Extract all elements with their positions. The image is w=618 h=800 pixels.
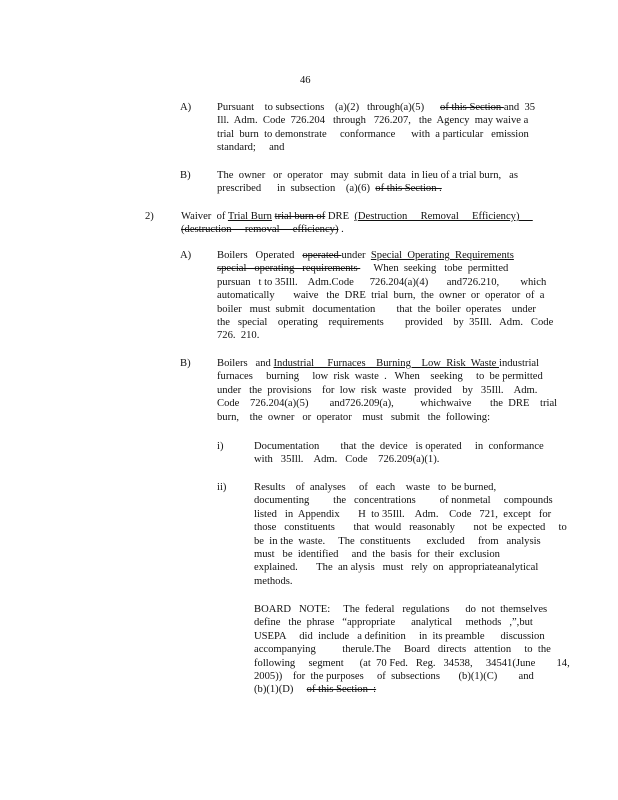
text-run: furnaces burning low risk waste . When seeking to be permitted xyxy=(217,371,543,383)
text-line xyxy=(181,223,541,236)
text-line xyxy=(217,316,554,329)
text-line xyxy=(254,630,545,643)
struck-text: of this Section xyxy=(440,102,504,113)
text-line xyxy=(254,616,540,629)
text-run: pursuan t to 35Ill. Adm.Code 726.204(a)(4) and726.210, which xyxy=(217,276,547,288)
item-ii-label: ii) xyxy=(217,482,227,493)
text-run: 2005)) for the purposes of subsections (b)(1)(C) and xyxy=(254,670,534,682)
struck-text: operated xyxy=(302,250,342,261)
text-line xyxy=(254,657,570,670)
text-line xyxy=(254,575,540,588)
text-line xyxy=(254,508,552,521)
text-line xyxy=(254,603,548,616)
item-2b-paragraph xyxy=(217,357,558,424)
item-2a-label: A) xyxy=(180,250,192,261)
text-line xyxy=(217,262,540,275)
text-line xyxy=(217,411,540,424)
text-run: listed in Appendix H to 35Ill. Adm. Code 721, except for xyxy=(254,508,552,520)
text-line xyxy=(217,329,540,342)
text-run: 726. 210. xyxy=(217,330,260,342)
struck-text: special operating requirements xyxy=(217,263,361,275)
text-run: When seeking tobe permitted xyxy=(360,263,509,275)
text-line xyxy=(217,101,540,114)
text-line xyxy=(181,210,541,223)
text-run: must be identified and the basis for their exclusion xyxy=(254,548,500,560)
text-run: boiler must submit documentation that the boiler operates under xyxy=(217,303,536,315)
struck-text: of this Section : xyxy=(306,684,377,696)
text-line xyxy=(254,670,540,683)
text-run: The owner or operator may submit data in lieu of a trial burn, as xyxy=(217,170,518,181)
text-run: Documentation that the device is operated in conformance xyxy=(254,441,544,452)
item-b-label: B) xyxy=(180,170,191,181)
text-run: methods. xyxy=(254,575,293,587)
text-line xyxy=(217,141,540,154)
text-line xyxy=(254,440,544,453)
text-line xyxy=(254,548,540,561)
item-a-label: A) xyxy=(180,102,192,113)
text-run: burn, the owner or operator must submit the following: xyxy=(217,411,491,423)
text-run: prescribed in subsection (a)(6) xyxy=(217,183,376,195)
text-line xyxy=(254,561,540,574)
text-line xyxy=(254,535,540,548)
underlined-text: Trial Burn xyxy=(227,211,272,222)
underlined-text: (Destruction Removal Efficiency) xyxy=(354,211,533,222)
text-line xyxy=(217,370,543,383)
text-line xyxy=(217,357,540,370)
text-run: . xyxy=(338,224,344,236)
text-line xyxy=(217,397,558,410)
text-line xyxy=(217,169,540,182)
text-line xyxy=(217,276,547,289)
text-run: standard; and xyxy=(217,142,285,154)
text-line xyxy=(217,384,540,397)
text-run: Boilers and xyxy=(217,358,274,369)
item-2-label: 2) xyxy=(145,211,154,222)
item-a-paragraph xyxy=(217,101,540,155)
text-run: those constituents that would reasonably not be expected to xyxy=(254,522,567,534)
text-run: under the provisions for low risk waste provided by 35Ill. Adm. xyxy=(217,384,538,396)
text-run: DRE xyxy=(325,211,355,222)
item-i-paragraph xyxy=(254,440,544,467)
text-run: automatically waive the DRE trial burn, the owner or operator of a xyxy=(217,290,545,302)
text-run: Ill. Adm. Code 726.204 through 726.207, the Agency may waive a xyxy=(217,115,529,127)
text-line xyxy=(217,249,540,262)
text-run: Waiver of xyxy=(181,211,228,222)
text-line xyxy=(254,683,540,696)
text-run: following segment (at 70 Fed. Reg. 34538, 34541(June 14, xyxy=(254,657,570,669)
text-line xyxy=(217,128,540,141)
item-b-paragraph xyxy=(217,169,540,196)
underlined-text: Special Operating Requirements xyxy=(370,250,514,261)
item-2a-paragraph xyxy=(217,249,554,343)
item-ii-paragraph xyxy=(254,481,567,588)
struck-text: of this Section . xyxy=(375,183,442,195)
text-run: USEPA did include a definition in its preamble discussion xyxy=(254,630,545,642)
text-run: accompanying therule.The Board directs attention to the xyxy=(254,644,551,656)
struck-text: (destruction removal efficiency) xyxy=(181,224,339,236)
text-line xyxy=(254,494,553,507)
text-run: (b)(1)(D) xyxy=(254,684,307,696)
text-run: Pursuant to subsections (a)(2) through(a)(5) xyxy=(217,102,441,113)
text-run: define the phrase “appropriate analytical methods ,”,but xyxy=(254,617,533,629)
text-run: explained. The an alysis must rely on appropriateanalytical xyxy=(254,562,539,574)
page-number: 46 xyxy=(300,75,311,86)
item-2b-label: B) xyxy=(180,358,191,369)
text-line xyxy=(217,289,545,302)
text-run: the special operating requirements provided by 35Ill. Adm. Code xyxy=(217,316,554,328)
text-line xyxy=(254,453,540,466)
item-2-heading xyxy=(181,210,541,237)
text-run: and 35 xyxy=(503,102,536,113)
text-line xyxy=(217,303,540,316)
text-run: be in the waste. The constituents excluded from analysis xyxy=(254,535,541,547)
text-run: BOARD NOTE: The federal regulations do not themselves xyxy=(254,604,548,615)
text-run: Results of analyses of each waste to be burned, xyxy=(254,482,497,493)
underlined-text: Industrial Furnaces Burning Low Risk Waste xyxy=(273,358,500,369)
struck-text: trial burn of xyxy=(274,211,326,222)
text-run: industrial xyxy=(499,358,540,369)
text-run: Boilers Operated xyxy=(217,250,303,261)
text-run: under xyxy=(341,250,371,261)
item-i-label: i) xyxy=(217,441,224,452)
text-line xyxy=(217,114,540,127)
text-run: documenting the concentrations of nonmetal compounds xyxy=(254,495,553,507)
text-run: with 35Ill. Adm. Code 726.209(a)(1). xyxy=(254,454,440,466)
text-line xyxy=(254,481,540,494)
board-note xyxy=(254,603,570,697)
text-run: trial burn to demonstrate conformance with a particular emission xyxy=(217,128,529,140)
text-line xyxy=(254,643,551,656)
text-run: Code 726.204(a)(5) and726.209(a), whichwaive the DRE trial xyxy=(217,398,558,410)
text-line xyxy=(254,521,567,534)
text-line xyxy=(217,182,540,195)
